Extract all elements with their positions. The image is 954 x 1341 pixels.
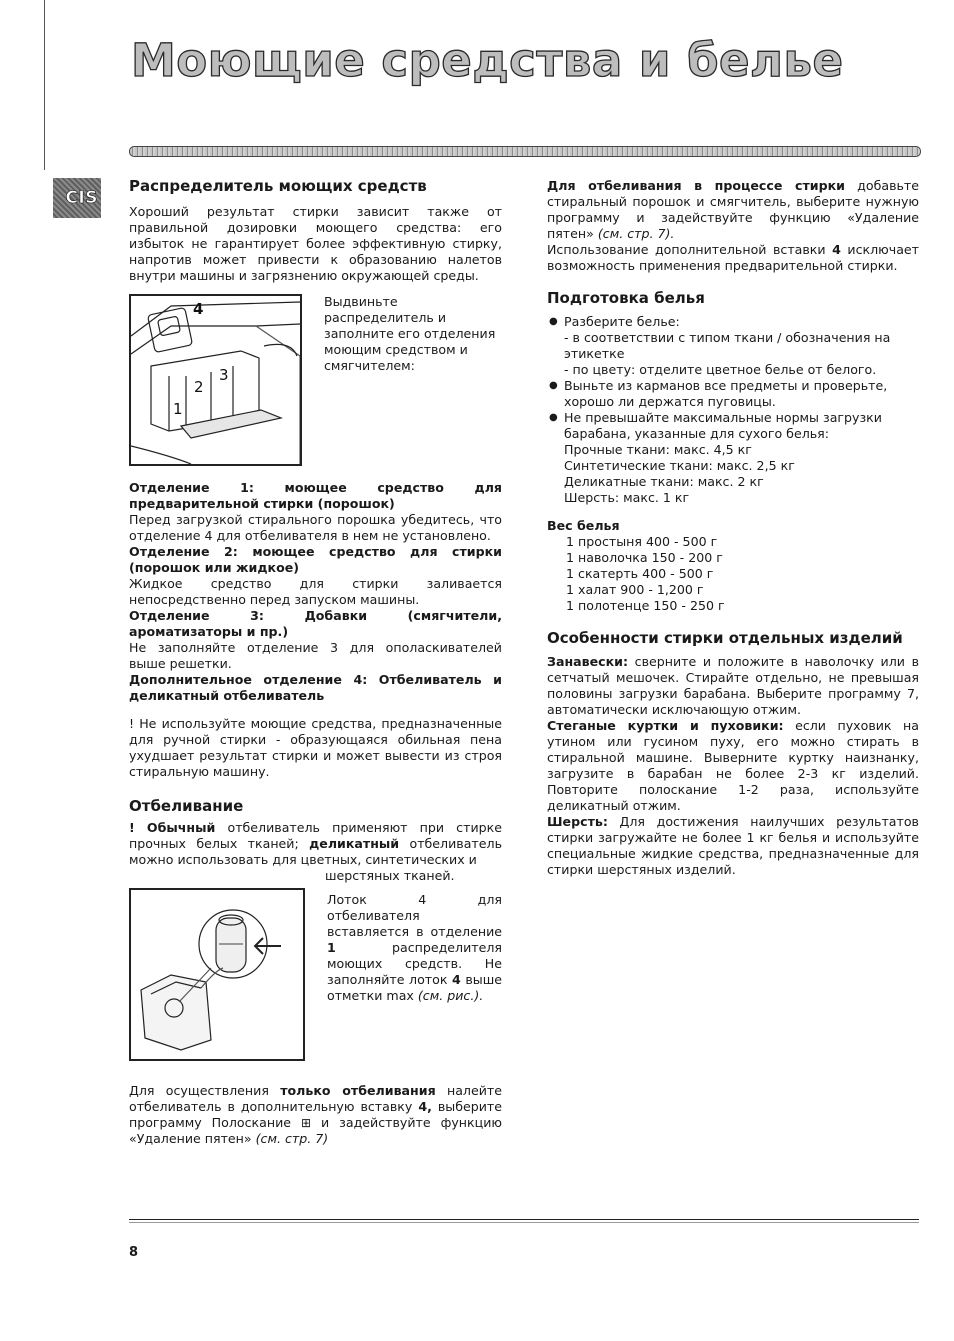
jackets-paragraph: [547, 718, 919, 814]
bleach-heading: Отбеливание: [129, 797, 244, 815]
wool-paragraph: [547, 814, 919, 878]
bleach-tray-text: [327, 892, 502, 1061]
hand-wash-warning: ! Не используйте моющие средства, предназначенные для ручной стирки - образующаяся обильная пена ухудшает результат стирки и может вывести из строя стиральную машину.: [129, 716, 502, 779]
bleach-only-t1: Для осуществления: [129, 1083, 269, 1098]
dispenser-figure-row: [129, 294, 502, 466]
insert-note-t1: Использование дополнительной вставки: [547, 242, 826, 257]
prep-sub-1: - в соответствии с типом ткани / обозначения на этикетке: [564, 330, 891, 361]
left-column: [129, 178, 502, 1147]
scan-edge-line: [44, 0, 45, 170]
page-number: 8: [129, 1245, 139, 1260]
dispenser-intro: Хороший результат стирки зависит также от правильной дозировки моющего средства: его избыток не гарантирует более эффективную стирку, напротив может привести к образованию налетов внутри машины и загрязнению окружающей среды.: [129, 204, 502, 283]
compartment3-text: Не заполняйте отделение 3 для ополаскивателей выше решетки.: [129, 640, 502, 671]
weight-item: 1 халат 900 - 1,200 г: [566, 582, 704, 597]
language-tab: [53, 178, 101, 218]
footer-rule-secondary: [129, 1222, 919, 1223]
bleach-intro-mark: !: [129, 820, 135, 835]
bleach-only-b1: только отбеливания: [280, 1083, 436, 1098]
dispenser-figure-caption: Выдвиньте распределитель и заполните его отделения моющим средством и смягчителем:: [324, 294, 496, 373]
jackets-label: Стеганые куртки и пуховики:: [547, 718, 784, 733]
compartment3-title: Отделение 3: Добавки (смягчители, ароматизаторы и пр.): [129, 608, 502, 639]
weight-item: 1 наволочка 150 - 200 г: [566, 550, 723, 565]
bleach-tray-b2: 4: [452, 972, 461, 987]
compartment1-title: Отделение 1: моющее средство для предварительной стирки (порошок): [129, 480, 502, 511]
bleach-figure-row: [129, 888, 502, 1061]
bleach-intro-tail: шерстяных тканей.: [325, 868, 455, 883]
bleach-only-ref: (см. стр. 7): [255, 1131, 329, 1146]
bleach-only-t2: налейте отбеливатель в дополнительную вставку: [129, 1083, 502, 1114]
footer-rule: [129, 1219, 919, 1220]
bleach-intro-bold2: деликатный: [309, 836, 400, 851]
special-heading: Особенности стирки отдельных изделий: [547, 629, 903, 647]
wool-text: Для достижения наилучших результатов стирки загружайте не более 1 кг белья и используйте специальные жидкие средства, предназначенные для стирки шерстяных изделий.: [547, 814, 919, 877]
bleach-intro-text2: отбеливатель можно использовать для цветных, синтетических и: [129, 836, 502, 867]
bleach-intro: [129, 820, 502, 868]
limit-item: Шерсть: макс. 1 кг: [564, 490, 690, 505]
figure-label-4: 4: [193, 300, 204, 318]
prep-bullet-1: ● Разберите белье:: [549, 314, 680, 329]
weight-item: 1 полотенце 150 - 250 г: [566, 598, 725, 613]
limit-item: Деликатные ткани: макс. 2 кг: [564, 474, 764, 489]
figure-label-2: 2: [194, 378, 204, 396]
bleach-process-bold: Для отбеливания в процессе стирки: [547, 178, 845, 193]
bleach-process-paragraph: [547, 178, 919, 242]
bleach-tray-b1: 1: [327, 940, 336, 955]
bleach-intro-bold1: Обычный: [146, 820, 216, 835]
compartment1-text: Перед загрузкой стирального порошка убедитесь, что отделение 4 для отбеливателя в нем не установлено.: [129, 512, 502, 543]
bleach-tray-ref: (см. рис.).: [417, 988, 484, 1003]
dispenser-figure: [129, 294, 302, 466]
curtains-paragraph: [547, 654, 919, 718]
bleach-only-b2: 4,: [418, 1099, 432, 1114]
compartment4-title: Дополнительное отделение 4: Отбеливатель и деликатный отбеливатель: [129, 672, 502, 703]
page-title: Моющие средства и белье: [131, 34, 844, 87]
prep-bullet-2-text: Выньте из карманов все предметы и проверьте, хорошо ли держатся пуговицы.: [564, 378, 888, 409]
prep-heading: Подготовка белья: [547, 289, 705, 307]
prep-sub-2: - по цвету: отделите цветное белье от белого.: [564, 362, 877, 377]
dispenser-heading: Распределитель моющих средств: [129, 177, 427, 195]
bleach-intro-text1: отбеливатель применяют при стирке прочных белых тканей;: [129, 820, 502, 851]
prep-bullet-1-text: Разберите белье:: [564, 314, 680, 329]
compartment2-title: Отделение 2: моющее средство для стирки (порошок или жидкое): [129, 544, 502, 575]
language-tab-label: CIS: [65, 188, 98, 208]
dispenser-drawing: [131, 296, 300, 464]
weight-item: 1 простыня 400 - 500 г: [566, 534, 718, 549]
curtains-label: Занавески:: [547, 654, 629, 669]
right-column: [547, 178, 919, 878]
bleach-tray-t3: выше отметки max: [327, 972, 502, 1003]
weight-heading: Вес белья: [547, 518, 620, 533]
title-rule: [129, 146, 921, 157]
bleach-only-t3: выберите программу Полоскание: [129, 1099, 502, 1130]
curtains-text: сверните и положите в наволочку или в сетчатый мешочек. Стирайте отдельно, не превышая половины загрузки барабана. Выберите программу 7, автоматически исключающую отжим.: [547, 654, 919, 717]
figure-label-3: 3: [219, 366, 229, 384]
bleach-figure: [129, 888, 305, 1061]
prep-bullet-2: ● Выньте из карманов все предметы и проверьте, хорошо ли держатся пуговицы.: [549, 378, 888, 409]
bleach-only-t4: и задействуйте функцию «Удаление пятен»: [129, 1115, 502, 1146]
rinse-icon: ⊞: [300, 1116, 312, 1130]
prep-bullet-3: ● Не превышайте максимальные нормы загрузки барабана, указанные для сухого белья:: [549, 410, 882, 441]
bleach-only-paragraph: [129, 1083, 502, 1147]
weight-item: 1 скатерть 400 - 500 г: [566, 566, 714, 581]
prep-bullet-3-text: Не превышайте максимальные нормы загрузки барабана, указанные для сухого белья:: [564, 410, 882, 441]
insert-note-t2: исключает возможность применения предварительной стирки.: [547, 242, 919, 273]
wool-label: Шерсть:: [547, 814, 608, 829]
bleach-tray-t1: Лоток 4 для отбеливателя вставляется в отделение: [327, 892, 502, 939]
bleach-tray-t2: распределителя моющих средств. Не заполняйте лоток: [327, 940, 502, 987]
limit-item: Синтетические ткани: макс. 2,5 кг: [564, 458, 795, 473]
bleach-process-ref: (см. стр. 7).: [597, 226, 675, 241]
bleach-drawing: [131, 890, 303, 1059]
jackets-text: если пуховик на утином или гусином пуху, его можно стирать в стиральной машине. Выверните куртку наизнанку, загрузите в барабан не более 2-3 кг изделий. Повторите полоскание 1-2 раза, используйте деликатный отжим.: [547, 718, 919, 813]
compartment2-text: Жидкое средство для стирки заливается непосредственно перед запуском машины.: [129, 576, 502, 607]
prep-list: [547, 314, 919, 506]
limit-item: Прочные ткани: макс. 4,5 кг: [564, 442, 752, 457]
bleach-process-text: добавьте стиральный порошок и смягчитель, выберите нужную программу и задействуйте функцию «Удаление пятен»: [547, 178, 919, 241]
insert-note-b: 4: [832, 242, 841, 257]
figure-label-1: 1: [173, 400, 183, 418]
insert-note: [547, 242, 919, 274]
